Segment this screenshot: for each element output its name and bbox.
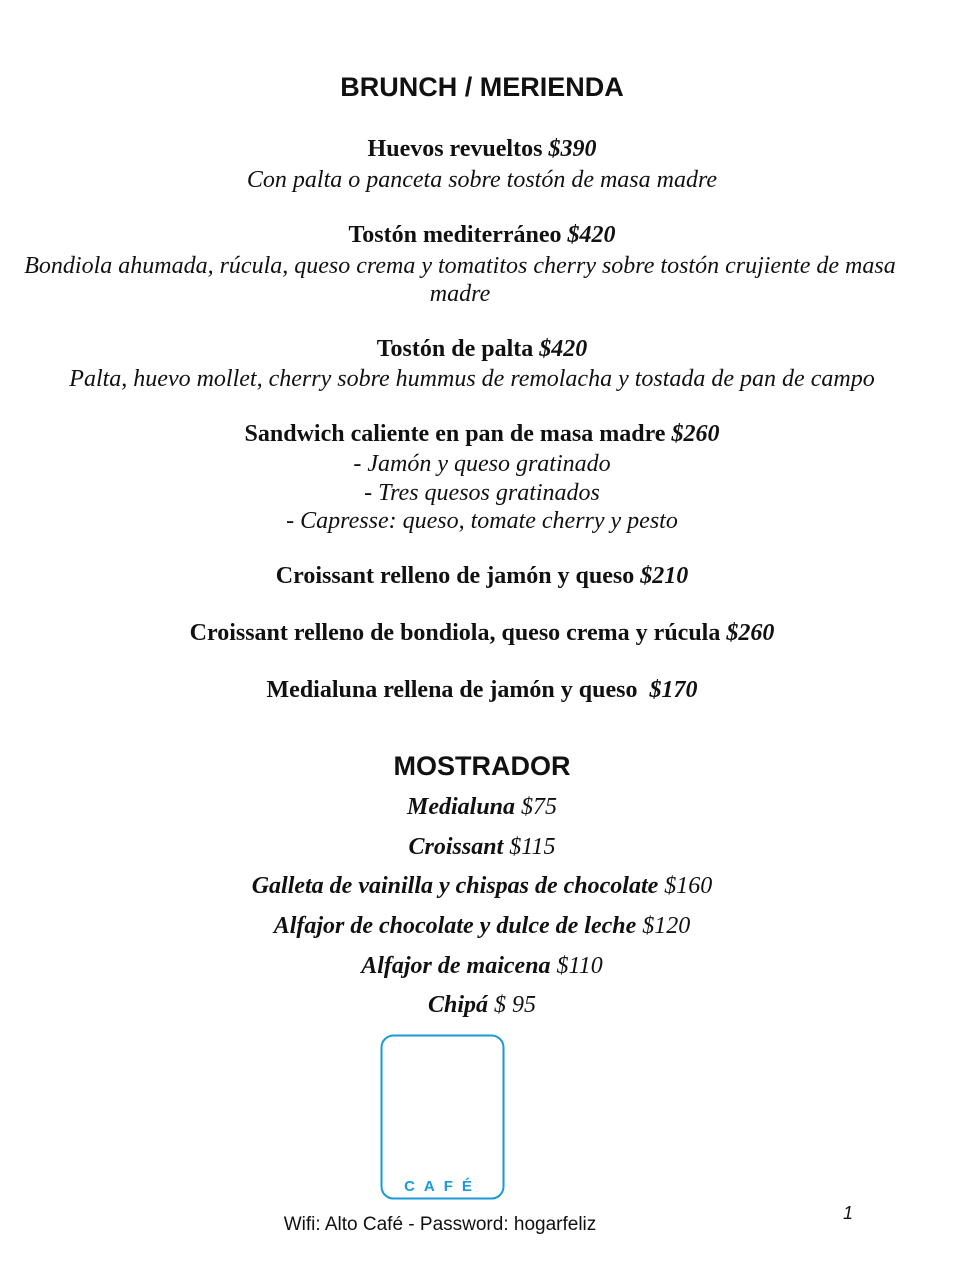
alto-cafe-logo [380,1034,505,1200]
item-name: Chipá [427,992,489,1018]
item-option: - Jamón y queso gratinado [353,451,611,477]
item-price: $170 [649,677,698,703]
item-name: Alfajor de maicena [361,953,551,979]
menu-item-title [0,136,964,163]
item-name: Alfajor de chocolate y dulce de leche [273,913,637,939]
item-description: Con palta o panceta sobre tostón de masa madre [246,167,718,193]
menu-item-title [0,677,964,704]
menu-item-title [0,222,964,249]
section-title-brunch: BRUNCH / MERIENDA [340,72,624,102]
logo-sub: CAFÉ [404,1178,481,1195]
page-number: 1 [843,1203,854,1223]
item-price: $420 [567,222,616,248]
item-name: Croissant [408,834,504,860]
item-price: $390 [548,136,597,162]
item-price: $75 [521,794,558,820]
item-name: Tostón mediterráneo [348,222,562,248]
item-name: Galleta de vainilla y chispas de chocolate [251,873,659,899]
item-price: $ 95 [494,992,537,1018]
item-description: Bondiola ahumada, rúcula, queso crema y tomatitos cherry sobre tostón crujiente de masa madre [24,253,896,307]
item-price: $110 [556,953,603,979]
counter-item [0,794,964,821]
item-name: Medialuna [406,794,516,820]
counter-item [0,834,964,861]
item-name: Croissant relleno de bondiola, queso crema y rúcula [189,620,721,646]
counter-item [0,953,964,980]
menu-item-title [0,336,964,363]
item-option: - Tres quesos gratinados [364,480,600,506]
item-name: Sandwich caliente en pan de masa madre [244,421,666,447]
counter-item [0,913,964,940]
item-name: Huevos revueltos [367,136,543,162]
item-price: $210 [640,563,689,589]
item-option: - Capresse: queso, tomate cherry y pesto [286,508,678,534]
item-name: Tostón de palta [376,336,534,362]
counter-item [0,873,964,900]
item-description: Palta, huevo mollet, cherry sobre hummus de remolacha y tostada de pan de campo [69,366,875,392]
item-price: $260 [671,421,720,447]
item-price: $260 [726,620,775,646]
menu-item-title [0,563,964,590]
item-price: $115 [509,834,556,860]
item-price: $120 [642,913,691,939]
item-name: Medialuna rellena de jamón y queso [266,677,638,703]
menu-item-title [0,620,964,647]
menu-item-title [0,421,964,448]
counter-item [0,992,964,1019]
item-name: Croissant relleno de jamón y queso [275,563,635,589]
item-price: $160 [664,873,713,899]
wifi-info: Wifi: Alto Café - Password: hogarfeliz [283,1214,597,1235]
section-title-mostrador: MOSTRADOR [393,751,571,781]
item-price: $420 [539,336,588,362]
